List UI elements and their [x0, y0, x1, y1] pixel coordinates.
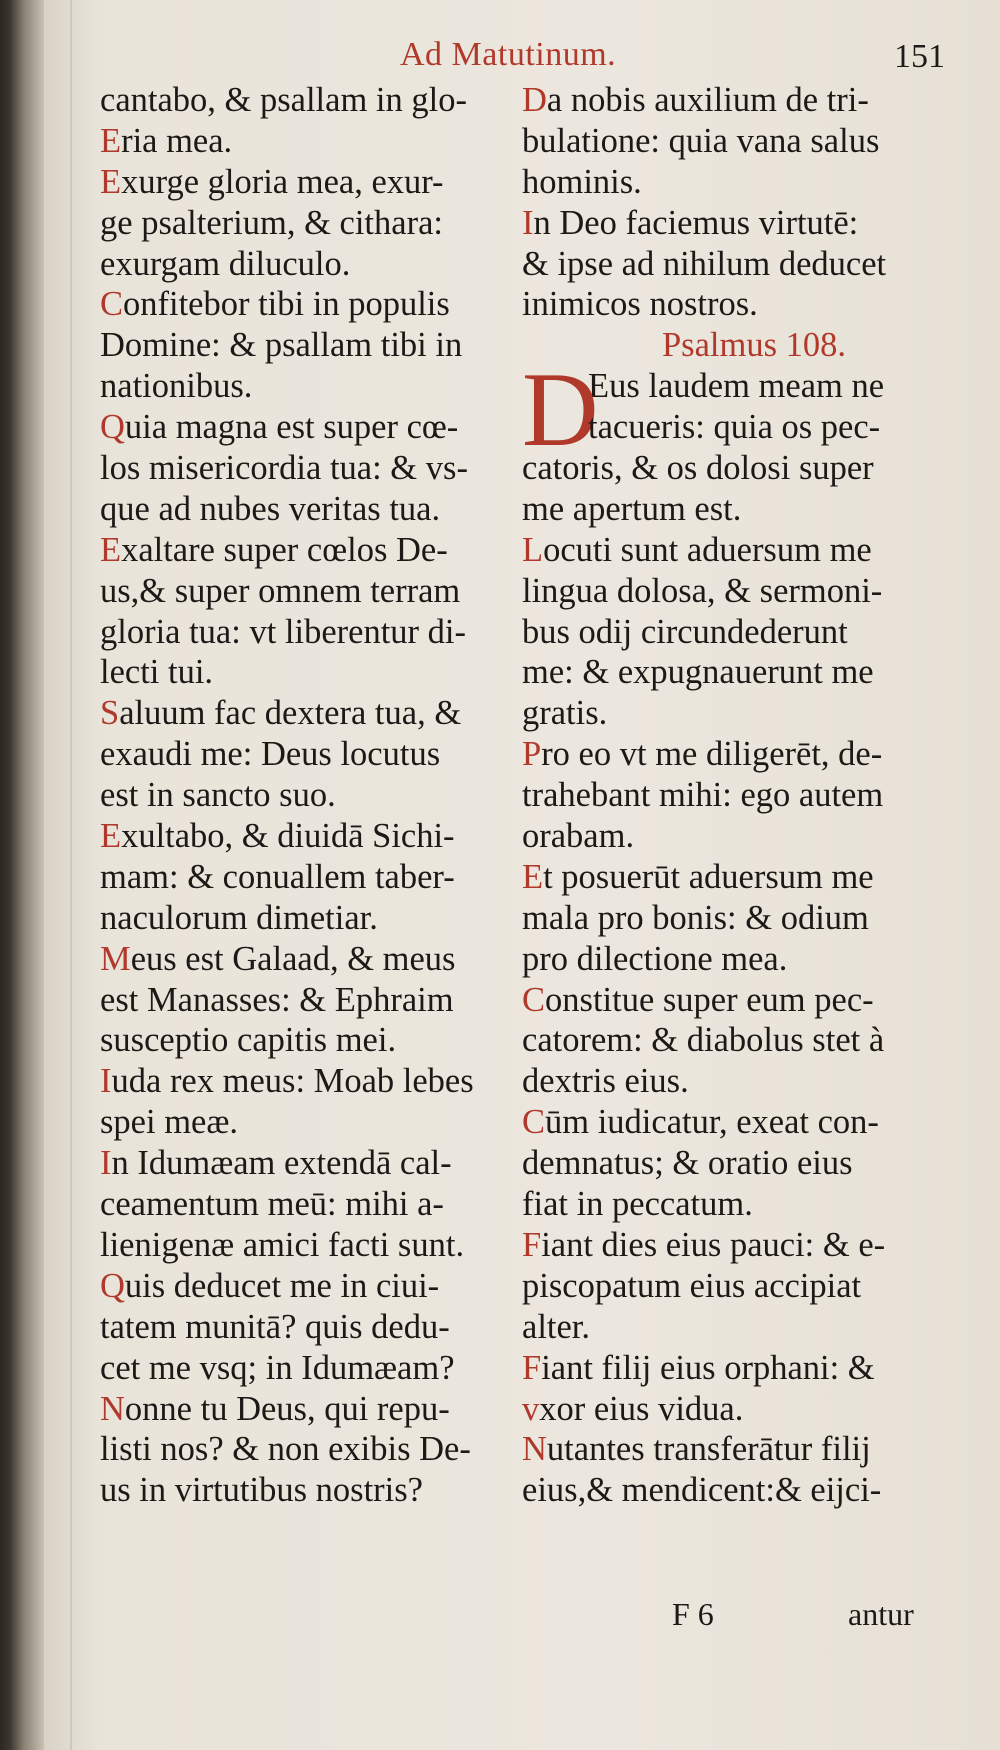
psalm-heading: Psalmus 108.	[661, 326, 847, 365]
rubricated-initial: E	[522, 857, 544, 896]
text-line	[100, 1429, 520, 1470]
line-text: mala pro bonis: & odium	[522, 898, 869, 937]
text-line	[100, 734, 520, 775]
text-line	[522, 980, 956, 1021]
line-text: exaudi me: Deus locutus	[100, 735, 441, 774]
line-text: eius,& mendicent:& eijci-	[522, 1471, 882, 1510]
rubricated-initial: v	[522, 1389, 540, 1428]
line-text: mam: & conuallem taber-	[100, 857, 455, 896]
text-line	[522, 1470, 956, 1511]
line-text: & ipse ad nihilum deducet	[522, 244, 887, 283]
text-line	[100, 1470, 520, 1511]
line-text: fiat in peccatum.	[522, 1185, 753, 1224]
text-line	[522, 1348, 956, 1389]
book-binding-edge	[0, 0, 44, 1750]
text-line	[100, 244, 520, 285]
margin-rule	[70, 0, 72, 1750]
text-line	[100, 325, 520, 366]
text-line	[522, 939, 956, 980]
line-text: pro dilectione mea.	[522, 939, 788, 978]
text-line	[522, 1102, 956, 1143]
text-line	[522, 530, 956, 571]
line-text: cantabo, & psallam in glo-	[100, 81, 467, 119]
text-line	[522, 734, 956, 775]
text-line	[522, 1184, 956, 1225]
text-line	[522, 652, 956, 693]
left-column	[100, 80, 520, 1511]
line-text: hominis.	[522, 162, 642, 201]
page-number: 151	[894, 38, 945, 75]
text-line	[100, 1307, 520, 1348]
text-line	[100, 857, 520, 898]
text-line	[522, 898, 956, 939]
line-text: utantes transferātur filij	[546, 1430, 871, 1469]
line-text: trahebant mihi: ego autem	[522, 776, 884, 815]
line-text: onfitebor tibi in populis	[123, 285, 450, 324]
line-text: tatem munitā? quis dedu-	[100, 1307, 450, 1346]
rubricated-initial: Q	[100, 408, 125, 447]
text-line	[522, 162, 956, 203]
right-column-bottom	[522, 448, 956, 1511]
text-line	[100, 1143, 520, 1184]
text-line	[100, 162, 520, 203]
text-line	[100, 1020, 520, 1061]
line-text: a nobis auxilium de tri-	[546, 81, 869, 119]
rubricated-initial: E	[100, 530, 122, 569]
text-line	[522, 80, 956, 121]
rubricated-initial: E	[100, 817, 122, 856]
rubricated-initial: C	[522, 980, 546, 1019]
line-text: us in virtutibus nostris?	[100, 1471, 423, 1510]
line-text: demnatus; & oratio eius	[522, 1144, 853, 1183]
rubricated-initial: C	[100, 285, 124, 324]
rubricated-initial: M	[100, 939, 131, 978]
signature-mark: F 6	[672, 1596, 714, 1632]
text-line	[100, 898, 520, 939]
line-text: bus odij circundederunt	[522, 612, 848, 651]
rubricated-initial: I	[100, 1062, 112, 1101]
rubricated-initial: E	[100, 162, 122, 201]
line-text: onne tu Deus, qui repu-	[124, 1389, 450, 1428]
rubricated-initial: C	[522, 1103, 546, 1142]
text-line	[100, 407, 520, 448]
rubricated-initial: L	[522, 530, 544, 569]
text-line	[100, 1184, 520, 1225]
line-text: exurgam diluculo.	[100, 244, 351, 283]
dropcap-text: Eus laudem meam ne	[588, 367, 885, 406]
line-text: dextris eius.	[522, 1062, 689, 1101]
text-line	[100, 980, 520, 1021]
line-text: n Deo faciemus virtutē:	[533, 203, 859, 242]
rubricated-initial: D	[522, 81, 547, 119]
text-line	[522, 693, 956, 734]
line-text: iant filij eius orphani: &	[541, 1348, 875, 1387]
line-text: catorem: & diabolus stet à	[522, 1021, 885, 1060]
rubricated-initial: E	[100, 121, 122, 160]
line-text: me apertum est.	[522, 489, 742, 528]
dropcap-line-2	[522, 407, 956, 448]
drop-capital: D	[522, 351, 599, 469]
text-line	[100, 121, 520, 162]
rubricated-initial: F	[522, 1225, 542, 1264]
text-line	[100, 1389, 520, 1430]
page-footer	[44, 1590, 1000, 1650]
rubricated-initial: I	[100, 1144, 112, 1183]
line-text: xurge gloria mea, exur-	[121, 162, 444, 201]
line-text: lienigenæ amici facti sunt.	[100, 1225, 465, 1264]
line-text: ceamentum meū: mihi a-	[100, 1185, 444, 1224]
line-text: ocuti sunt aduersum me	[543, 530, 872, 569]
line-text: cet me vsq; in Idumæam?	[100, 1348, 455, 1387]
line-text: aluum fac dextera tua, &	[119, 694, 462, 733]
text-line	[522, 489, 956, 530]
running-head: Ad Matutinum.	[400, 36, 617, 73]
text-line	[522, 1266, 956, 1307]
line-text: alter.	[522, 1307, 591, 1346]
text-line	[522, 775, 956, 816]
rubricated-initial: S	[100, 694, 120, 733]
text-line	[522, 857, 956, 898]
line-text: listi nos? & non exibis De-	[100, 1430, 471, 1469]
line-text: bulatione: quia vana salus	[522, 121, 880, 160]
text-line	[100, 775, 520, 816]
rubricated-initial: N	[100, 1389, 125, 1428]
text-line	[522, 1143, 956, 1184]
text-line	[100, 448, 520, 489]
text-line	[100, 652, 520, 693]
line-text: xultabo, & diuidā Sichi-	[121, 817, 455, 856]
line-text: catoris, & os dolosi super	[522, 449, 874, 488]
line-text: ūm iudicatur, exeat con-	[545, 1103, 879, 1142]
line-text: que ad nubes veritas tua.	[100, 489, 441, 528]
text-line	[100, 612, 520, 653]
text-line	[100, 80, 520, 121]
text-line	[100, 1266, 520, 1307]
line-text: nationibus.	[100, 367, 253, 406]
text-line	[100, 939, 520, 980]
right-column-top	[522, 80, 956, 325]
text-line	[100, 1348, 520, 1389]
right-column	[522, 80, 956, 1511]
line-text: uda rex meus: Moab lebes	[111, 1062, 474, 1101]
line-text: onstitue super eum pec-	[545, 980, 874, 1019]
line-text: est Manasses: & Ephraim	[100, 980, 454, 1019]
text-line	[522, 1429, 956, 1470]
line-text: susceptio capitis mei.	[100, 1021, 397, 1060]
rubricated-initial: Q	[100, 1266, 125, 1305]
text-line	[100, 816, 520, 857]
line-text: ge psalterium, & cithara:	[100, 203, 443, 242]
line-text: xaltare super cœlos De-	[121, 530, 448, 569]
text-line	[522, 244, 956, 285]
line-text: eus est Galaad, & meus	[130, 939, 456, 978]
text-line	[100, 366, 520, 407]
line-text: ria mea.	[121, 121, 233, 160]
text-line	[100, 530, 520, 571]
line-text: Domine: & psallam tibi in	[100, 326, 463, 365]
line-text: gratis.	[522, 694, 608, 733]
text-line	[522, 1307, 956, 1348]
rubricated-initial: N	[522, 1430, 547, 1469]
line-text: lecti tui.	[100, 653, 214, 692]
rubricated-initial: F	[522, 1348, 542, 1387]
text-line	[100, 203, 520, 244]
line-text: naculorum dimetiar.	[100, 898, 378, 937]
text-line	[100, 284, 520, 325]
text-line	[522, 1020, 956, 1061]
text-line	[100, 1061, 520, 1102]
text-line	[522, 571, 956, 612]
text-line	[100, 489, 520, 530]
line-text: us,& super omnem terram	[100, 571, 461, 610]
text-line	[522, 284, 956, 325]
text-line	[522, 816, 956, 857]
line-text: me: & expugnauerunt me	[522, 653, 874, 692]
line-text: orabam.	[522, 817, 635, 856]
line-text: iant dies eius pauci: & e-	[541, 1225, 886, 1264]
line-text: lingua dolosa, & sermoni-	[522, 571, 883, 610]
dropcap-text: tacueris: quia os pec-	[588, 408, 881, 447]
line-text: ro eo vt me diligerēt, de-	[541, 735, 883, 774]
text-line	[522, 1225, 956, 1266]
rubricated-initial: I	[522, 203, 534, 242]
text-line	[100, 1225, 520, 1266]
catchword: antur	[848, 1596, 914, 1632]
line-text: spei meæ.	[100, 1103, 238, 1142]
line-text: t posuerūt aduersum me	[543, 857, 874, 896]
book-page	[44, 0, 1000, 1750]
line-text: los misericordia tua: & vs-	[100, 449, 468, 488]
rubricated-initial: P	[522, 735, 542, 774]
line-text: uia magna est super cœ-	[124, 408, 459, 447]
text-line	[100, 693, 520, 734]
line-text: inimicos nostros.	[522, 285, 758, 324]
line-text: piscopatum eius accipiat	[522, 1266, 862, 1305]
text-line	[100, 571, 520, 612]
text-line	[522, 203, 956, 244]
text-line	[522, 121, 956, 162]
text-line	[522, 1389, 956, 1430]
text-line	[100, 1102, 520, 1143]
line-text: gloria tua: vt liberentur di-	[100, 612, 466, 651]
line-text: uis deducet me in ciui-	[124, 1266, 440, 1305]
line-text: est in sancto suo.	[100, 776, 336, 815]
text-line	[522, 612, 956, 653]
text-line	[522, 1061, 956, 1102]
line-text: xor eius vidua.	[539, 1389, 744, 1428]
line-text: n Idumæam extendā cal-	[111, 1144, 452, 1183]
